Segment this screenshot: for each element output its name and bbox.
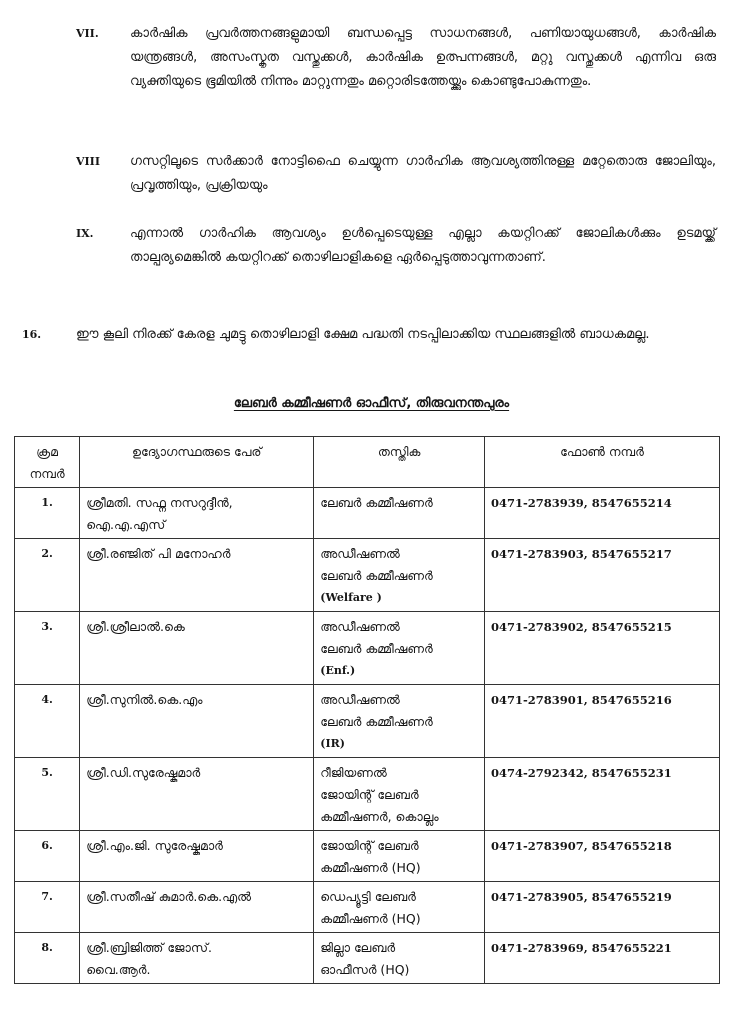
clause-number: VIII [76,155,100,168]
header-serial-line1: ക്രമ [36,444,58,459]
table-row [15,831,720,882]
designation-line: ലേബർ കമ്മീഷണർ [320,641,433,656]
designation-line: ലേബർ കമ്മീഷണർ [320,568,433,583]
cell-name [80,488,314,539]
name-line: ശ്രീ.സുനിൽ.കെ.എം [86,692,203,707]
designation-line: (Welfare ) [320,591,382,604]
clause-ix [76,222,716,270]
cell-designation [314,882,485,933]
clause-text: ഗസറ്റിലൂടെ സർക്കാർ നോട്ടിഫൈ ചെയ്യുന്ന ഗാർഹിക ആവശ്യത്തിനുള്ള മറ്റേതൊരു ജോലിയും, പ്രവൃത്തിയും, പ്രക്രിയയും [130,154,716,193]
cell-designation [314,933,485,984]
name-line: ശ്രീ.ഡി.സുരേഷ്കുമാർ [86,765,201,780]
paragraph-text: ഈ കൂലി നിരക്ക് കേരള ചുമട്ടു തൊഴിലാളി ക്ഷേമ പദ്ധതി നടപ്പിലാക്കിയ സ്ഥലങ്ങളിൽ ബാധകമല്ല. [76,327,650,342]
cell-designation [314,831,485,882]
clause-vii [76,22,716,94]
cell-phone: 0471-2783939, 8547655214 [484,488,719,539]
cell-designation [314,488,485,539]
paragraph-number: 16. [22,328,42,341]
designation-line: ഓഫീസർ (HQ) [320,962,410,977]
designation-line: കമ്മീഷണർ, കൊല്ലം [320,809,439,824]
cell-serial: 5. [15,758,80,831]
table-row [15,685,720,758]
header-serial-line2: നമ്പർ [29,466,65,481]
office-heading-text: ലേബർ കമ്മീഷണർ ഓഫീസ്, തിരുവനന്തപുരം [233,396,510,411]
designation-line: അഡീഷണൽ [320,619,400,634]
designation-line: അഡീഷണൽ [320,546,400,561]
officials-table [14,436,720,984]
name-line: ശ്രീ.ബ്രിജിത്ത് ജോസ്. [86,940,212,955]
name-line: ശ്രീ.രഞ്ജിത് പി മനോഹർ [86,546,231,561]
name-line: ശ്രീ.സതീഷ് കുമാർ.കെ.എൽ [86,889,252,904]
designation-line: (Enf.) [320,664,356,677]
cell-serial: 1. [15,488,80,539]
table-row [15,882,720,933]
cell-serial: 4. [15,685,80,758]
cell-phone: 0471-2783905, 8547655219 [484,882,719,933]
designation-line: ജില്ലാ ലേബർ [320,940,396,955]
cell-serial: 2. [15,539,80,612]
designation-line: ലേബർ കമ്മീഷണർ [320,714,433,729]
cell-name [80,758,314,831]
table-header-row [15,437,720,488]
designation-line: (IR) [320,737,345,750]
cell-name [80,612,314,685]
cell-phone: 0471-2783901, 8547655216 [484,685,719,758]
name-line: ശ്രീ.എം.ജി. സുരേഷ്കുമാർ [86,838,223,853]
cell-name [80,882,314,933]
cell-designation [314,685,485,758]
cell-designation [314,539,485,612]
table-row [15,612,720,685]
cell-designation [314,612,485,685]
clause-text: കാർഷിക പ്രവർത്തനങ്ങളുമായി ബന്ധപ്പെട്ട സാധനങ്ങൾ, പണിയായുധങ്ങൾ, കാർഷിക യന്ത്രങ്ങൾ, അസംസ്കൃത വസ്തുക്കൾ, കാർഷിക ഉത്പന്നങ്ങൾ, മറ്റു വസ്തുക്കൾ എന്നിവ ഒരു വ്യക്തിയുടെ ഭൂമിയിൽ നിന്നും മാറ്റുന്നതും മറ്റൊരിടത്തേയ്ക്കും കൊണ്ടുപോകുന്നതും. [130,26,716,89]
cell-phone: 0471-2783903, 8547655217 [484,539,719,612]
cell-serial: 6. [15,831,80,882]
designation-line: അഡീഷണൽ [320,692,400,707]
header-designation: തസ്തിക [314,437,485,488]
table-row [15,539,720,612]
table-row [15,933,720,984]
designation-line: കമ്മീഷണർ (HQ) [320,911,421,926]
designation-line: ലേബർ കമ്മീഷണർ [320,495,433,510]
cell-name [80,685,314,758]
cell-name [80,539,314,612]
cell-phone: 0471-2783969, 8547655221 [484,933,719,984]
designation-line: ജോയിന്റ് ലേബർ [320,838,419,853]
clause-text: എന്നാൽ ഗാർഹിക ആവശ്യം ഉൾപ്പെടെയുള്ള എല്ലാ കയറ്റിറക്ക് ജോലികൾക്കും ഉടമയ്ക്ക് താല്പര്യമെങ്കിൽ കയറ്റിറക്ക് തൊഴിലാളികളെ ഏർപ്പെടുത്താവുന്നതാണ്. [130,226,716,265]
header-phone: ഫോൺ നമ്പർ [484,437,719,488]
cell-phone: 0471-2783902, 8547655215 [484,612,719,685]
designation-line: ജോയിന്റ് ലേബർ [320,787,419,802]
header-name: ഉദ്യോഗസ്ഥരുടെ പേര് [80,437,314,488]
table-row [15,488,720,539]
cell-serial: 8. [15,933,80,984]
cell-phone: 0474-2792342, 8547655231 [484,758,719,831]
cell-name [80,831,314,882]
office-heading [0,396,743,411]
table-row [15,758,720,831]
cell-serial: 3. [15,612,80,685]
paragraph-16 [22,322,718,347]
clause-number: VII. [76,27,99,40]
clause-viii [76,150,716,198]
header-serial [15,437,80,488]
cell-phone: 0471-2783907, 8547655218 [484,831,719,882]
designation-line: റീജിയണൽ [320,765,387,780]
designation-line: ഡെപ്യൂട്ടി ലേബർ [320,889,416,904]
name-line: വൈ.ആർ. [86,962,151,977]
name-line: ശ്രീ.ശ്രീലാൽ.കെ [86,619,185,634]
name-line: ഐ.എ.എസ് [86,517,166,532]
cell-designation [314,758,485,831]
designation-line: കമ്മീഷണർ (HQ) [320,860,421,875]
cell-serial: 7. [15,882,80,933]
cell-name [80,933,314,984]
clause-number: IX. [76,227,94,240]
name-line: ശ്രീമതി. സഫ്ന നസറുദ്ദീൻ, [86,495,233,510]
